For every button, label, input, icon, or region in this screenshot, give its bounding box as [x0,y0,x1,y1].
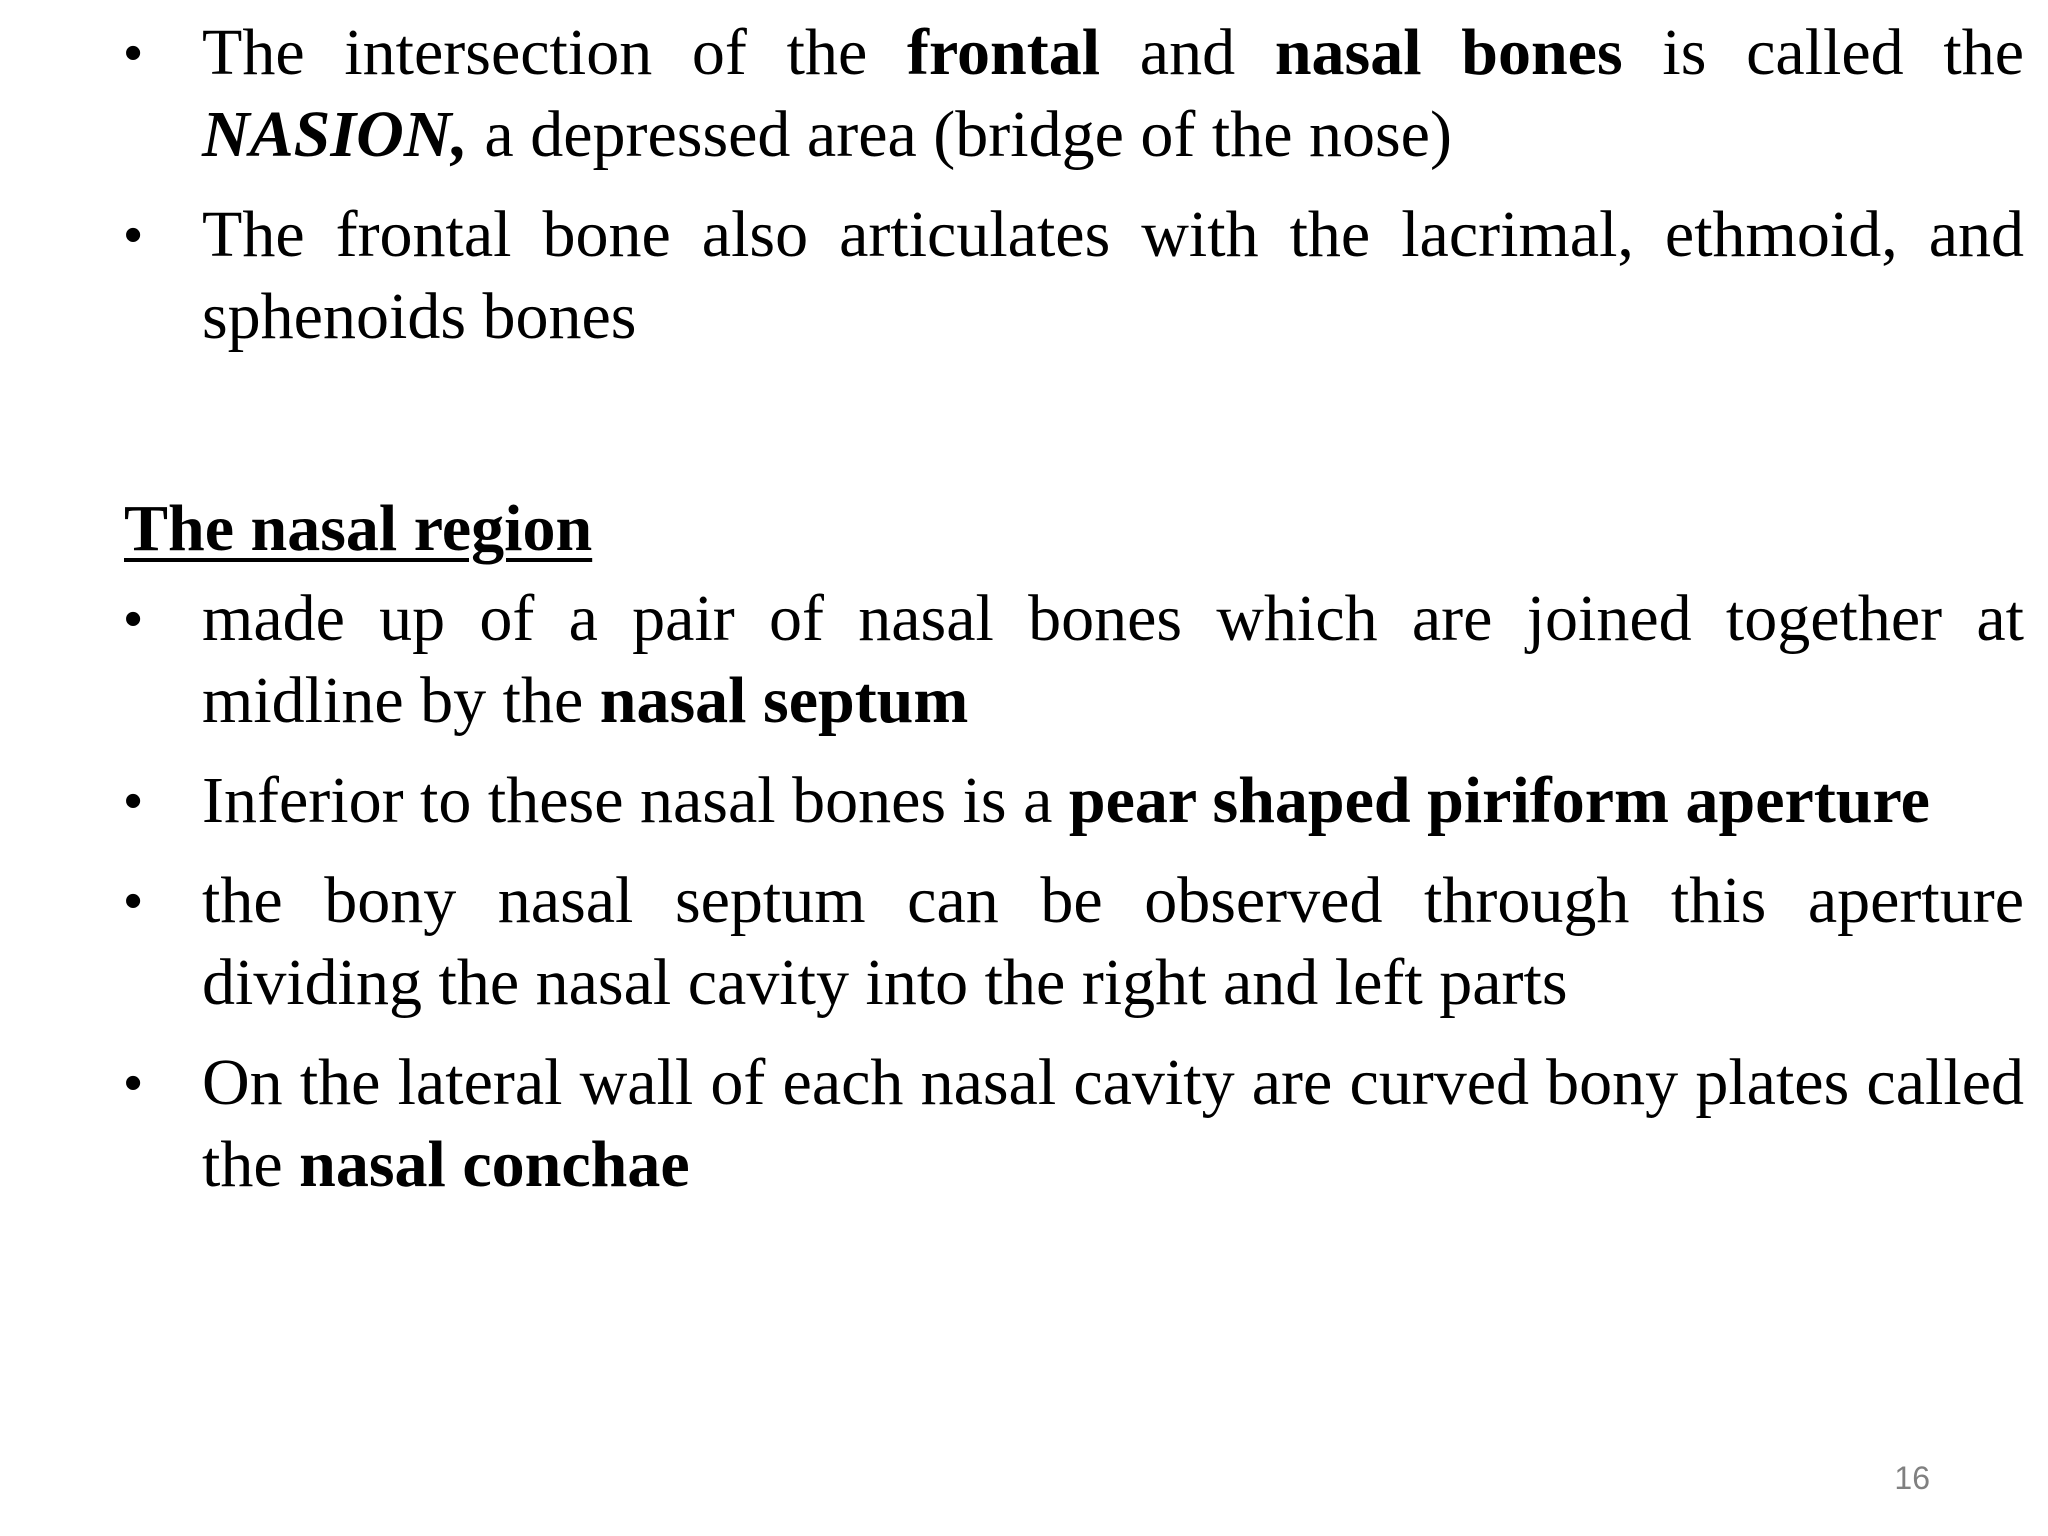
term-frontal: frontal [906,16,1101,89]
slide-content [124,12,2024,1224]
bullet-text: Inferior to these nasal bones is a pear shaped piriform aperture [202,764,1930,837]
section-heading-nasal-region: The nasal region [124,492,593,565]
bullet-bony-septum [124,860,2024,1024]
bullet-dot: • [124,1054,143,1112]
bullet-text: made up of a pair of nasal bones which are joined together at midline by the nasal septum [202,582,2024,737]
term-piriform-aperture: pear shaped piriform aperture [1068,764,1930,837]
bullet-nasion [124,12,2024,176]
page-number: 16 [1894,1460,1930,1496]
bullet-dot: • [124,24,143,82]
bullet-text: the bony nasal septum can be observed through this aperture dividing the nasal cavity into the right and left parts [202,864,2024,1019]
bullet-dot: • [124,590,143,648]
bullet-text: The intersection of the frontal and nasal bones is called the NASION, a depressed area (bridge of the nose) [202,16,2025,171]
intro-bullet-list [124,12,2024,358]
bullet-text: The frontal bone also articulates with the lacrimal, ethmoid, and sphenoids bones [202,198,2024,353]
term-nasal-septum: nasal septum [599,664,969,737]
bullet-nasal-septum [124,578,2024,742]
bullet-frontal-articulation [124,194,2024,358]
bullet-dot: • [124,206,143,264]
bullet-nasal-conchae [124,1042,2024,1206]
bullet-dot: • [124,772,143,830]
term-nasal-bones: nasal bones [1274,16,1623,89]
bullet-piriform-aperture [124,760,2024,842]
nasal-region-bullet-list [124,578,2024,1206]
term-nasion: NASION, [202,98,468,171]
bullet-dot: • [124,872,143,930]
spacer [124,376,2024,488]
bullet-text: On the lateral wall of each nasal cavity are curved bony plates called the nasal conchae [202,1046,2024,1201]
term-nasal-conchae: nasal conchae [299,1128,690,1201]
